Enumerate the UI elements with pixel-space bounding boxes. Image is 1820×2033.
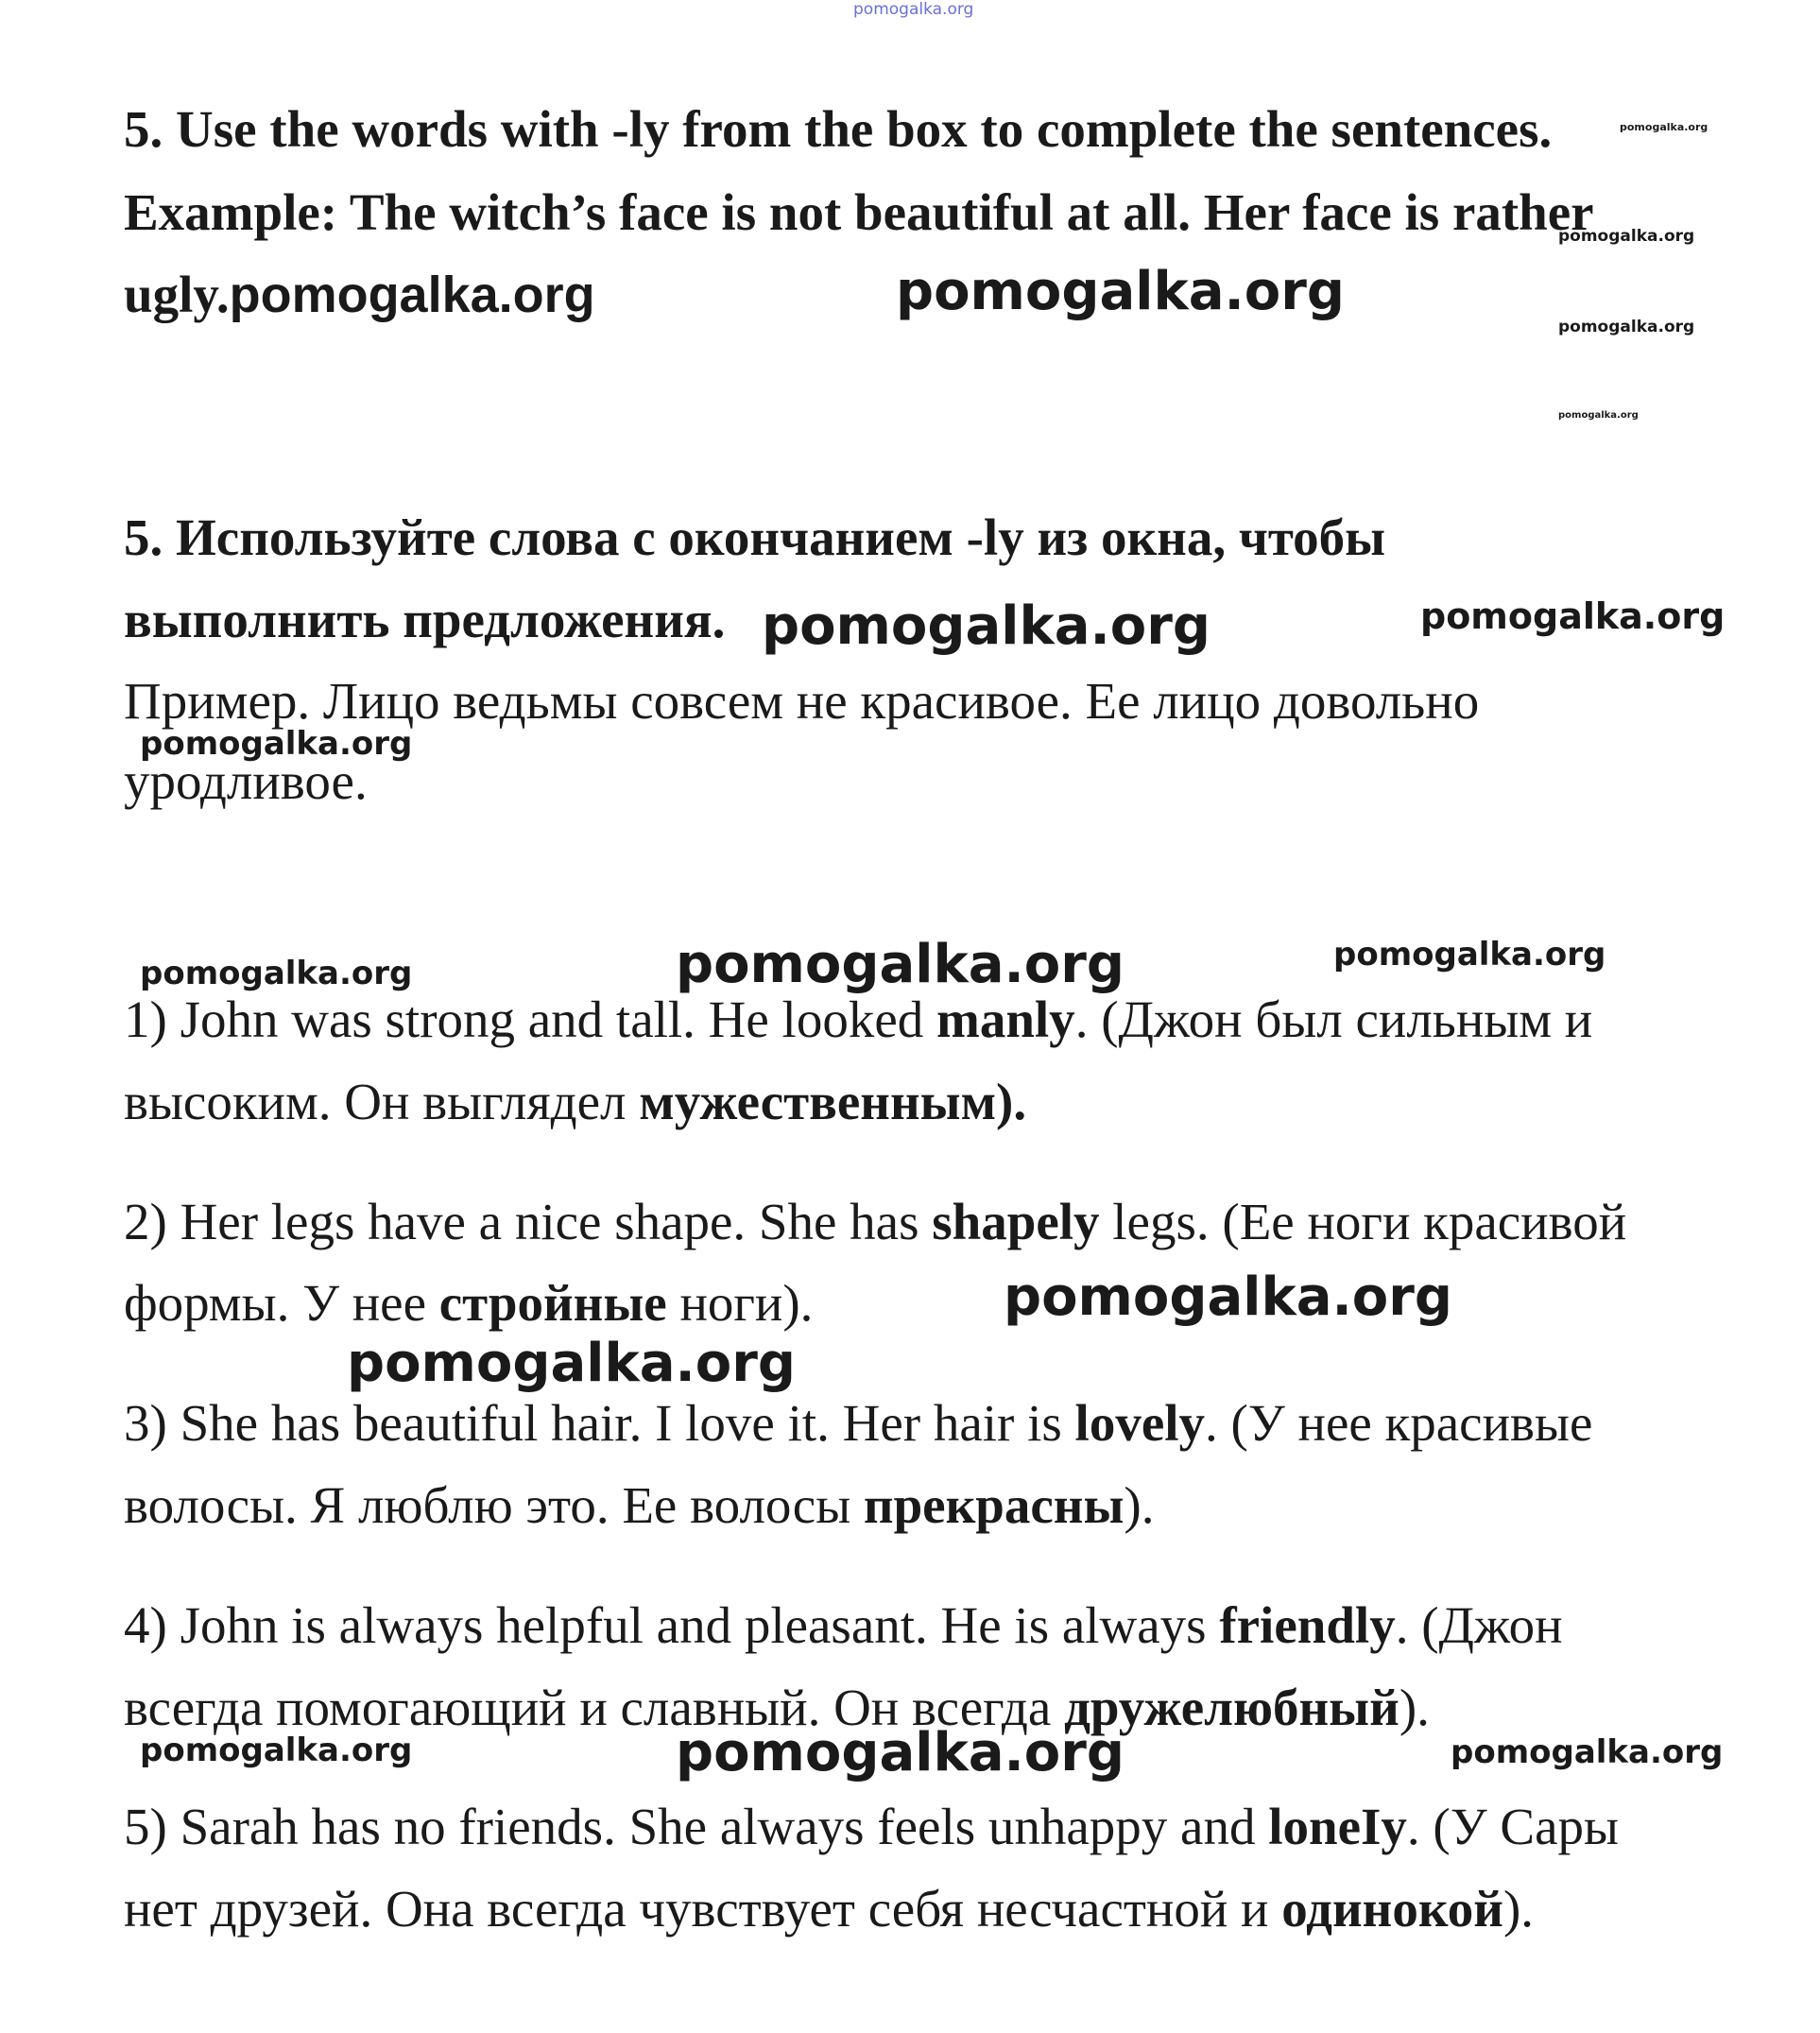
answer-word-1: manly: [936, 991, 1075, 1048]
example-ru-line1: Пример. Лицо ведьмы совсем не красивое. Ее лицо довольно: [124, 672, 1480, 730]
answer-item-2-line1: 2) Her legs have a nice shape. She has shapely legs. (Ее ноги красивой: [124, 1193, 1627, 1250]
answer-item-5-line2: нет друзей. Она всегда чувствует себя несчастной и одинокой).: [124, 1880, 1535, 1938]
answer-item-3-line1: 3) She has beautiful hair. I love it. Her hair is lovely. (У нее красивые: [124, 1394, 1593, 1452]
watermark: pomogalka.org: [1620, 121, 1708, 133]
answer-item-5-line1: 5) Sarah has no friends. She always feels unhappy and loneIy. (У Сары: [124, 1798, 1619, 1855]
watermark: pomogalka.org: [676, 1722, 1125, 1783]
answer-translation-3: прекрасны: [863, 1476, 1125, 1534]
answer-translation-2: стройные: [438, 1274, 667, 1332]
watermark: pomogalka.org: [140, 725, 413, 763]
watermark: pomogalka.org: [1558, 318, 1695, 336]
answer-translation-5: одинокой: [1281, 1880, 1503, 1938]
exercise-example-en: Example: The witch’s face is not beautiful at all. Her face is rather: [124, 183, 1594, 241]
answer-word-4: friendly: [1219, 1596, 1396, 1654]
answer-item-4-line2: всегда помогающий и славный. Он всегда дружелюбный).: [124, 1679, 1430, 1736]
watermark: pomogalka.org: [896, 261, 1345, 322]
watermark-inline: pomogalka.org: [229, 267, 595, 323]
exercise-example-en-end: [124, 264, 595, 326]
watermark: pomogalka.org: [1558, 410, 1639, 421]
watermark: pomogalka.org: [140, 1731, 413, 1769]
answer-word-2: shapely: [932, 1193, 1100, 1250]
watermark: pomogalka.org: [347, 1333, 796, 1394]
watermark: pomogalka.org: [1333, 936, 1606, 973]
answer-item-1-line1: 1) John was strong and tall. He looked manly. (Джон был сильным и: [124, 991, 1593, 1048]
answer-translation-4: дружелюбный: [1064, 1679, 1399, 1736]
example-answer-word: ugly.: [124, 266, 230, 323]
watermark: pomogalka.org: [140, 955, 413, 992]
watermark-top: pomogalka.org: [853, 0, 974, 19]
answer-item-2-line2: формы. У нее стройные ноги).: [124, 1274, 814, 1332]
watermark: pomogalka.org: [1558, 227, 1695, 246]
watermark: pomogalka.org: [1420, 595, 1726, 637]
exercise-heading-ru-cont: выполнить предложения.: [124, 591, 726, 648]
watermark: pomogalka.org: [1451, 1733, 1724, 1771]
exercise-heading-ru: 5. Используйте слова с окончанием -ly из окна, чтобы: [124, 508, 1386, 566]
answer-word-3: lovely: [1074, 1394, 1206, 1452]
answer-word-5: loneIy: [1268, 1798, 1407, 1855]
answer-item-4-line1: 4) John is always helpful and pleasant. He is always friendly. (Джон: [124, 1596, 1563, 1654]
answer-item-1-line2: высоким. Он выглядел мужественным).: [124, 1073, 1027, 1130]
answer-item-3-line2: волосы. Я люблю это. Ее волосы прекрасны).: [124, 1476, 1155, 1534]
example-ru-line2: уродливое.: [124, 752, 368, 810]
answer-translation-1: мужественным).: [639, 1073, 1027, 1130]
watermark: pomogalka.org: [762, 595, 1210, 657]
exercise-heading-en: 5. Use the words with -ly from the box to complete the sentences.: [124, 100, 1553, 158]
watermark: pomogalka.org: [1004, 1266, 1452, 1328]
watermark: pomogalka.org: [676, 934, 1125, 995]
